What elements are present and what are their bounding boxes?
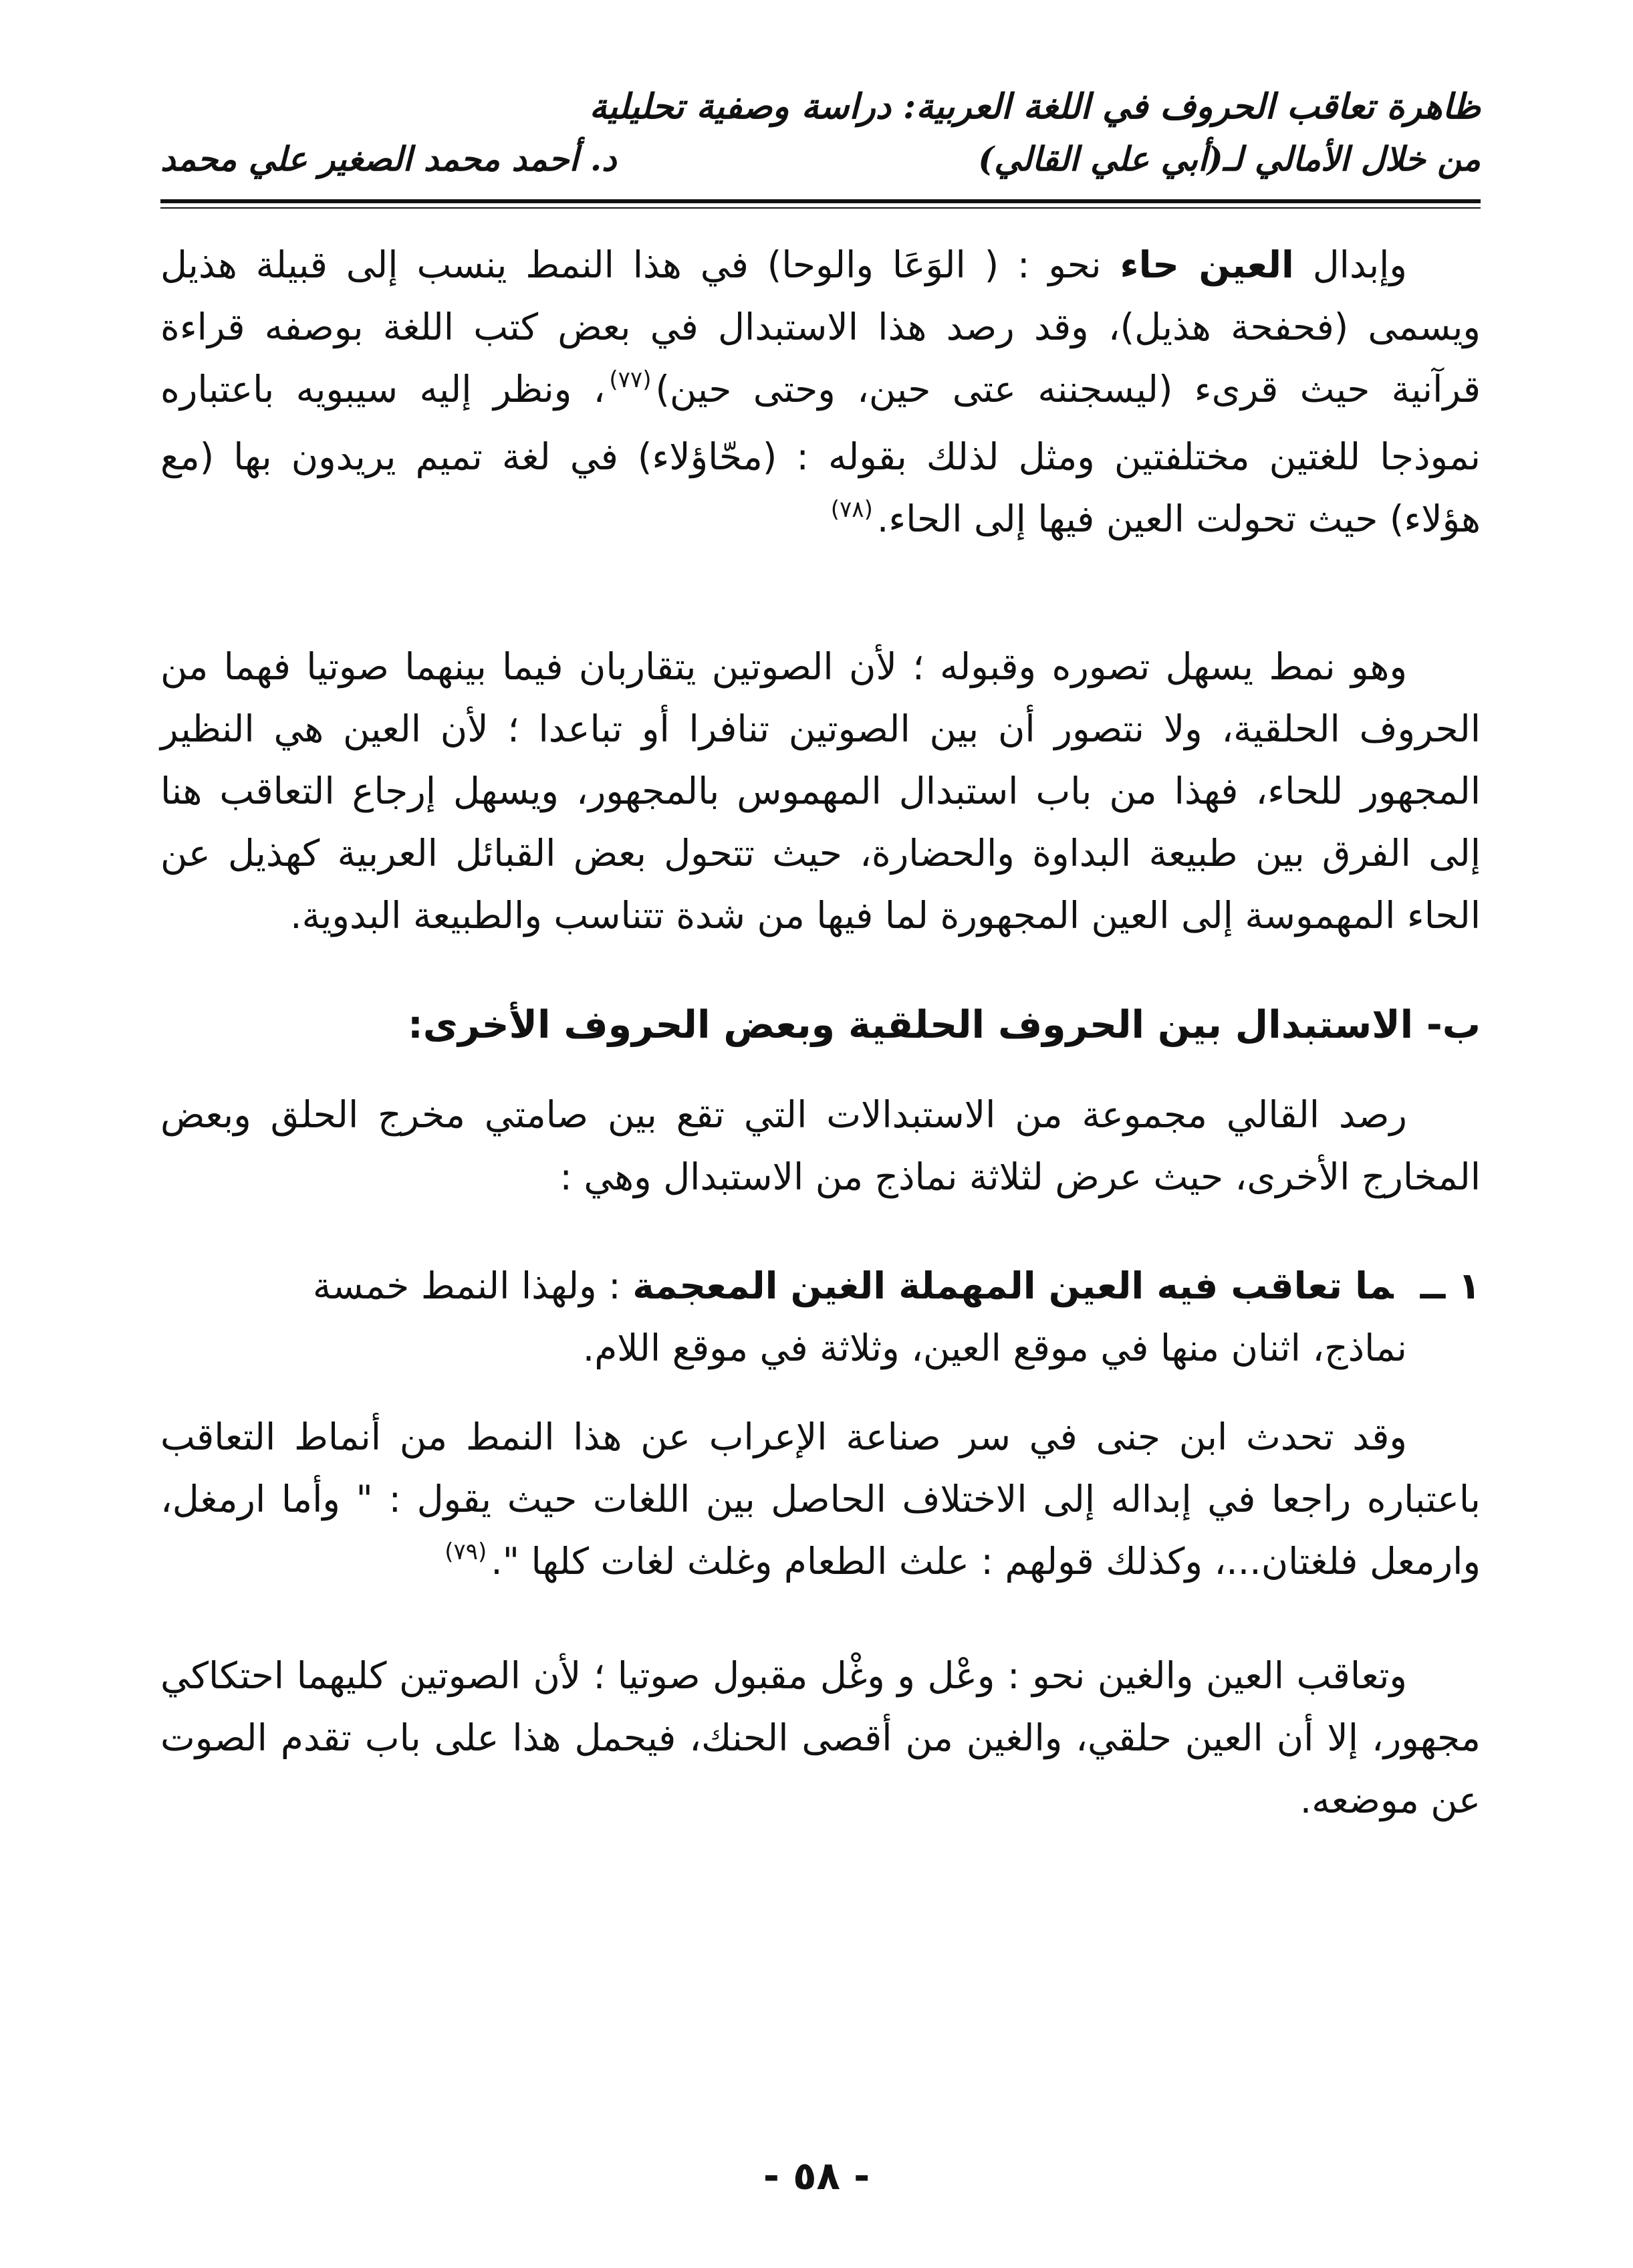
spacer: [160, 1379, 1481, 1406]
list-item-1: [160, 1255, 1481, 1317]
paragraph-5: وتعاقب العين والغين نحو : وعْل و وغْل مقبول صوتيا ؛ لأن الصوتين كليهما احتكاكي مجهور، إلا أن العين حلقي، والغين من أقصى الحنك، فيحمل هذا على باب تقدم الصوت عن موضعه.: [160, 1654, 1481, 1821]
paragraph-2: وهو نمط يسهل تصوره وقبوله ؛ لأن الصوتين يتقاربان فيما بينهما صوتيا فهما من الحروف الحلقية، ولا نتصور أن بين الصوتين تنافرا أو تباعدا ؛ لأن العين هي النظير المجهور للحاء، فهذا من باب استبدال المهموس بالمجهور، ويسهل إرجاع التعاقب هنا إلى الفرق بين طبيعة البداوة والحضارة، حيث تتحول بعض القبائل العربية كهذيل عن الحاء المهموسة إلى العين المجهورة لما فيها من شدة تتناسب والطبيعة البدوية.: [160, 645, 1481, 937]
paragraph-1-bold: العين حاء: [1120, 243, 1294, 286]
header-rule-thin: [160, 207, 1481, 209]
footnote-ref-77: (٧٧): [609, 366, 652, 393]
header-title-continued: من خلال الأمالي لـ(أبي علي القالي): [978, 139, 1481, 179]
running-header: [160, 80, 1481, 185]
page-body: [160, 234, 1481, 1831]
list-item-number: ١ ــ: [1420, 1264, 1481, 1307]
paragraph-1-lead: وإبدال: [1293, 243, 1407, 286]
section-subheading: ب- الاستبدال بين الحروف الحلقية وبعض الحروف الأخرى:: [407, 1003, 1481, 1047]
footnote-ref-79: (٧٩): [445, 1539, 487, 1565]
spacer: [160, 1208, 1481, 1255]
header-title: ظاهرة تعاقب الحروف في اللغة العربية: دراسة وصفية تحليلية: [589, 86, 1481, 127]
paragraph-1-text2: ، ونظر إليه سيبويه باعتباره نموذجا للغتين مختلفتين ومثل لذلك بقوله : (محّاؤلاء) في لغة تميم يريدون بها (مع هؤلاء) حيث تحولت العين فيها إلى الحاء.: [160, 368, 1481, 540]
paragraph-1-text: نحو : ( الوَعَا والوحا) في هذا النمط ينسب إلى قبيلة هذيل ويسمى (فحفحة هذيل)، وقد رصد هذا الاستبدال في بعض كتب اللغة بوصفه قراءة قرآنية حيث قرىء (ليسجننه عتى حين، وحتى حين): [160, 243, 1481, 411]
paragraph-1: [160, 234, 1481, 556]
spacer: [160, 1057, 1481, 1084]
footnote-ref-78: (٧٨): [830, 496, 873, 523]
list-item-text: : ولهذا النمط خمسة: [312, 1264, 633, 1307]
header-subline: [160, 134, 1481, 185]
list-item-bold: ما تعاقب فيه العين المهملة الغين المعجمة: [632, 1264, 1394, 1307]
paragraph-4-text: وقد تحدث ابن جنى في سر صناعة الإعراب عن هذا النمط من أنماط التعاقب باعتباره راجعا في إبداله إلى الاختلاف الحاصل بين اللغات حيث يقول : " وأما ارمغل، وارمعل فلغتان...، وكذلك قولهم : علث الطعام وغلث لغات كلها ".: [160, 1415, 1481, 1583]
paragraph-3: رصد القالي مجموعة من الاستبدالات التي تقع بين صامتي مخرج الحلق وبعض المخارج الأخرى، حيث عرض لثلاثة نماذج من الاستبدال وهي :: [160, 1093, 1481, 1198]
header-author: د. أحمد محمد الصغير علي محمد: [160, 139, 617, 179]
header-rule: [160, 199, 1481, 203]
spacer: [160, 1598, 1481, 1645]
list-item-continuation: نماذج، اثنان منها في موقع العين، وثلاثة في موقع اللام.: [582, 1327, 1407, 1369]
paragraph-4: [160, 1406, 1481, 1598]
spacer: [160, 556, 1481, 636]
spacer: [160, 947, 1481, 994]
page-number: - ٥٨ -: [763, 2153, 870, 2198]
